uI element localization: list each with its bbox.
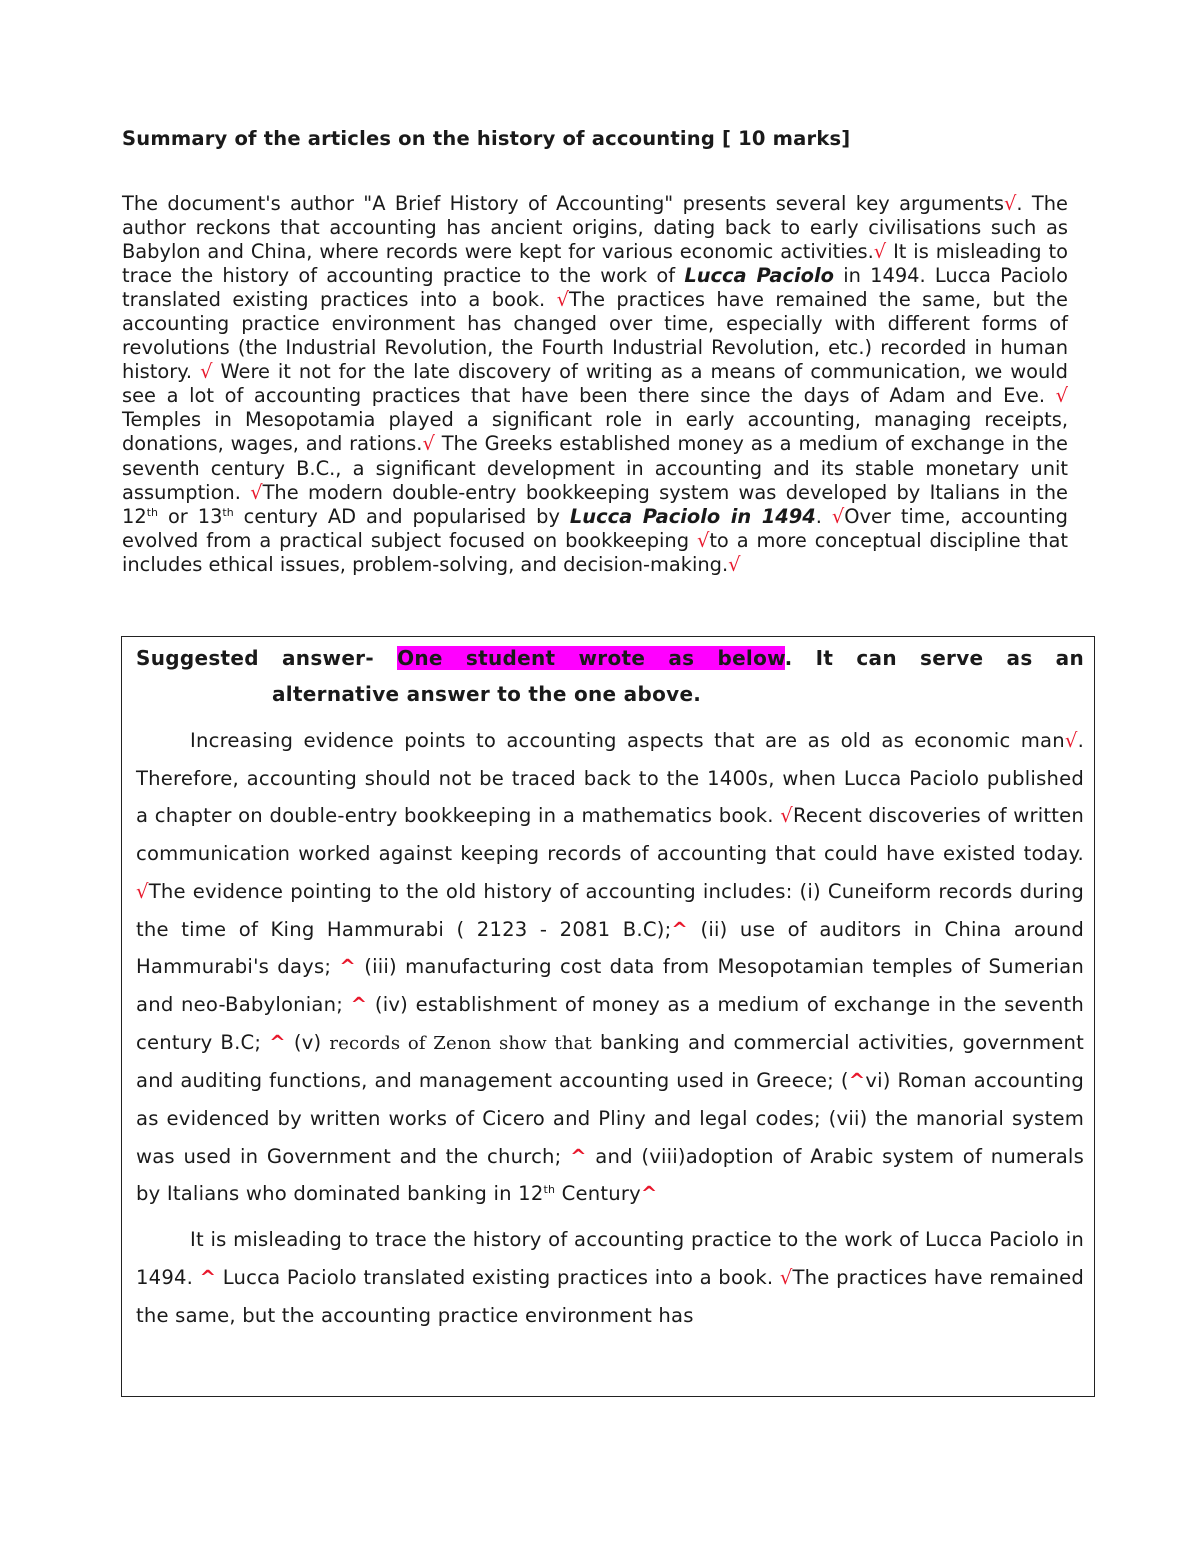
- tick-mark: √: [422, 432, 435, 456]
- highlighted-text: One student wrote as below: [397, 646, 785, 670]
- answer-text: Lucca Paciolo translated existing practices into a book.: [216, 1265, 780, 1289]
- answer-text: Century: [555, 1182, 641, 1206]
- answer-text: and (viii)adoption of Arabic system of numerals by Italians who dominated banking in 12: [136, 1144, 1084, 1206]
- summary-text: The Greeks established money as a medium of exchange in the seventh century B.C., a significant development in accounting and its stable monetary unit assumption.: [122, 432, 1068, 504]
- tick-mark: √: [696, 528, 710, 552]
- caret-mark: ^: [570, 1144, 587, 1168]
- answer-text: Recent discoveries of written communication worked against keeping records of accounting that could have existed today.: [136, 804, 1084, 866]
- answer-text: (ii) use of auditors in China around Hammurabi's days;: [136, 917, 1084, 979]
- heading-text: Suggested answer-: [136, 646, 398, 670]
- summary-text: The practices have remained the same, but the accounting practice environment has changed over time, especially with different forms of revolutions (the Industrial Revolution, the Fourth Industrial Revolution, etc.) recorded in human history.: [122, 288, 1068, 384]
- suggested-answer-box: [121, 636, 1095, 1397]
- answer-text: . Therefore, accounting should not be traced back to the 1400s, when Lucca Paciolo published a chapter on double-entry bookkeeping in a mathematics book.: [136, 729, 1084, 828]
- summary-text: Were it not for the late discovery of writing as a means of communication, we would see a lot of accounting practices that have been there since the days of Adam and Eve.: [122, 360, 1068, 408]
- caret-mark: ^: [350, 992, 368, 1016]
- answer-paragraph-2: [136, 1221, 1084, 1334]
- caret-mark: ^: [269, 1030, 286, 1054]
- tick-mark: √: [1064, 729, 1078, 752]
- superscript: th: [222, 505, 234, 519]
- superscript: th: [543, 1183, 556, 1197]
- summary-paragraph: [122, 192, 1068, 577]
- answer-text: (iii) manufacturing cost data from Mesopotamian temples of Sumerian and neo-Babylonian;: [136, 955, 1084, 1016]
- tick-mark: √: [1055, 384, 1068, 408]
- tick-mark: √: [780, 804, 793, 828]
- page-title: Summary of the articles on the history of accounting [ 10 marks]: [122, 127, 851, 150]
- tick-mark: √: [831, 504, 845, 528]
- caret-mark: ^: [848, 1069, 866, 1093]
- tick-mark: √: [250, 480, 263, 504]
- answer-text: The evidence pointing to the old history of accounting includes: (i) Cuneiform records during the time of King Hammurabi ( 2123 - 2081 B.C);: [136, 879, 1084, 941]
- answer-text: It is misleading to trace the history of accounting practice to the work of Lucca Paciolo in 1494.: [136, 1228, 1084, 1289]
- summary-text: The document's author "A Brief History of Accounting" presents several key arguments: [122, 192, 1005, 215]
- tick-mark: √: [779, 1265, 793, 1289]
- emphasis-name: Lucca Paciolo in 1494: [569, 504, 816, 528]
- caret-mark: ^: [339, 955, 357, 979]
- answer-text: Increasing evidence points to accounting aspects that are as old as economic man: [190, 729, 1065, 752]
- summary-text: . The author reckons that accounting has ancient origins, dating back to early civilisations such as Babylon and China, where records were kept for various economic activities.: [122, 192, 1068, 264]
- summary-text: .: [815, 504, 832, 528]
- summary-text: It is misleading to trace the history of accounting practice to the work of: [122, 240, 1068, 288]
- answer-text: vi) Roman accounting as evidenced by written works of Cicero and Pliny and legal codes; (vii) the manorial system was used in Government and the church;: [136, 1069, 1085, 1168]
- answer-text: (iv) establishment of money as a medium of exchange in the seventh century B.C;: [136, 992, 1084, 1054]
- answer-heading: [136, 640, 1084, 676]
- answer-text: The practices have remained the same, but the accounting practice environment has: [136, 1265, 1084, 1327]
- summary-text: Temples in Mesopotamia played a significant role in early accounting, managing receipts, donations, wages, and rations.: [122, 408, 1068, 456]
- tick-mark: √: [200, 360, 213, 384]
- summary-text: in 1494. Lucca Paciolo translated existing practices into a book.: [122, 264, 1068, 312]
- caret-mark: ^: [671, 917, 689, 941]
- answer-paragraph-1: [136, 722, 1084, 1213]
- summary-text: or 13: [157, 504, 223, 528]
- caret-mark: ^: [199, 1265, 217, 1289]
- answer-heading-line2: alternative answer to the one above.: [272, 682, 702, 706]
- answer-text-serif: records of Zenon show that: [329, 1032, 592, 1054]
- tick-mark: √: [728, 552, 741, 576]
- answer-text: banking and commercial activities, government and auditing functions, and management accounting used in Greece; (: [136, 1030, 1084, 1093]
- summary-text: to a more conceptual discipline that includes ethical issues, problem-solving, and decision-making.: [122, 528, 1068, 576]
- superscript: th: [146, 505, 158, 519]
- caret-mark: ^: [640, 1182, 658, 1206]
- tick-mark: √: [1004, 192, 1017, 215]
- emphasis-name: Lucca Paciolo: [684, 264, 834, 288]
- tick-mark: √: [556, 288, 569, 312]
- tick-mark: √: [873, 240, 887, 264]
- suggested-answer-content: [136, 640, 1084, 1342]
- tick-mark: √: [136, 879, 149, 903]
- summary-text: Over time, accounting evolved from a practical subject focused on bookkeeping: [122, 504, 1068, 552]
- answer-text: (v): [285, 1030, 330, 1054]
- summary-text: The modern double-entry bookkeeping system was developed by Italians in the 12: [122, 480, 1068, 528]
- summary-text: century AD and popularised by: [233, 504, 570, 528]
- heading-text: . It can serve as an: [784, 646, 1085, 670]
